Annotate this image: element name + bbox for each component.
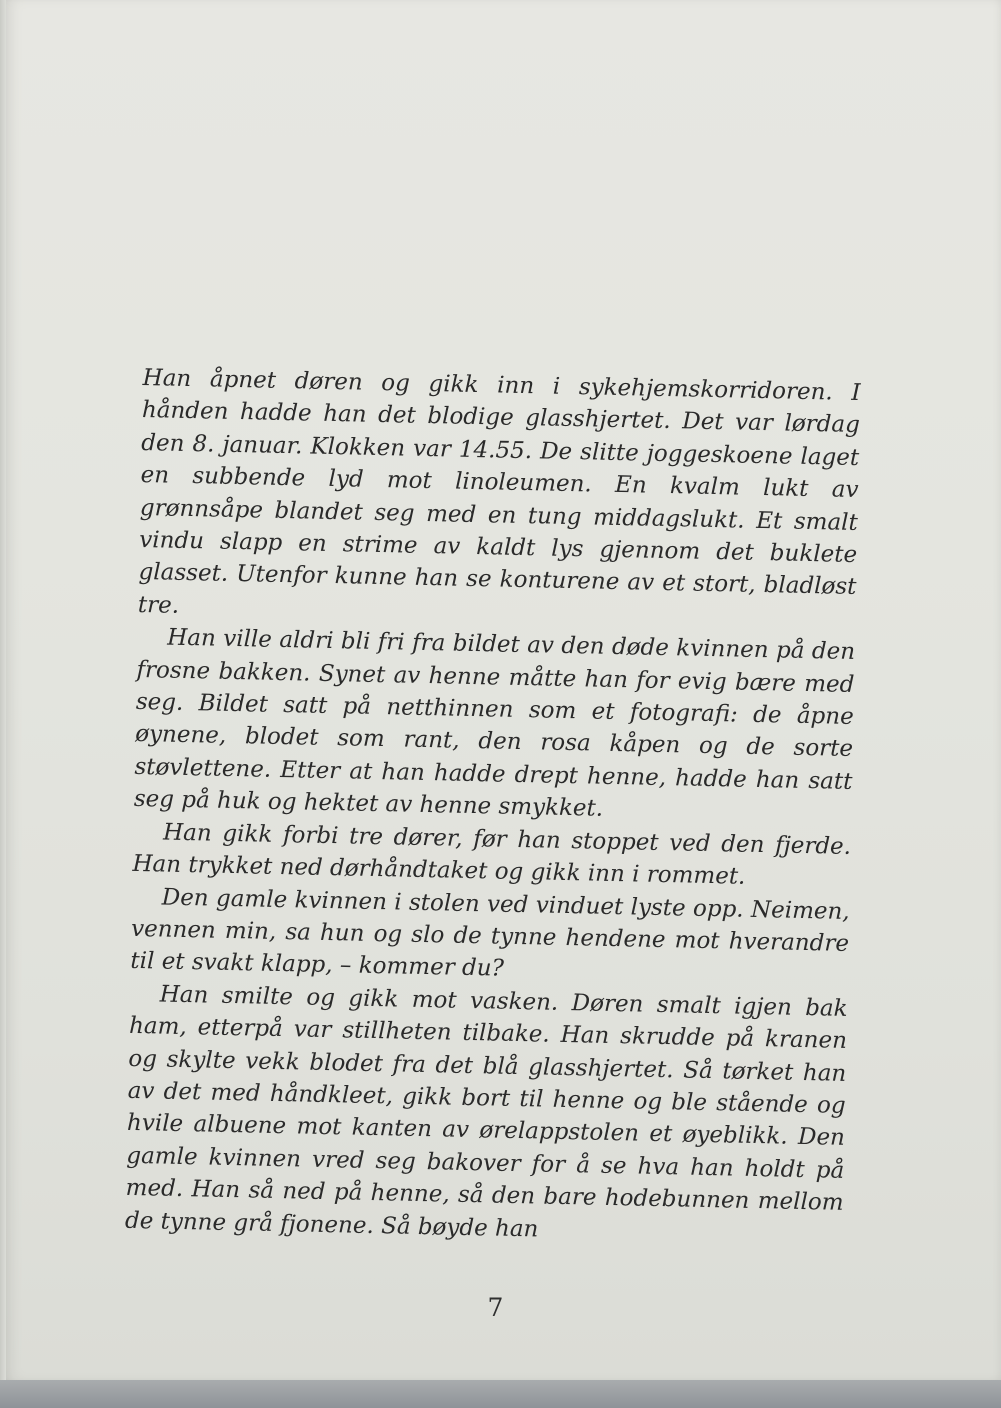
paragraph-1: Han åpnet døren og gikk inn i sykehjemskorridoren. I hånden hadde han det blodige glasshjertet. Det var lørdag den 8. januar. Klokken var 14.55. De slitte joggeskoene laget en subbende lyd mot linoleumen. En kvalm lukt av grønnsåpe blandet seg med en tung middagslukt. Et smalt vindu slapp en strime av kaldt lys gjennom det buklete glasset. Utenfor kunne han se konturene av et stort, bladløst tre. (137, 364, 861, 619)
background-surface (0, 1380, 1001, 1408)
paragraph-4: Den gamle kvinnen i stolen ved vinduet lyste opp. Neimen, vennen min, sa hun og slo de tynne hendene mot hverandre til et svakt klapp, – kommer du? (130, 884, 850, 983)
page-binding-edge (0, 0, 6, 1380)
page-number-label: 7 (487, 1293, 504, 1322)
page-number (0, 1293, 1001, 1322)
paragraph-2: Han ville aldri bli fri fra bildet av den døde kvinnen på den frosne bakken. Synet av henne måtte han for evig bære med seg. Bildet satt på netthinnen som et fotografi: de åpne øynene, blodet som rant, den rosa kåpen og de sorte støvlettene. Etter at han hadde drept henne, hadde han satt seg på huk og hektet av henne smykket. (133, 624, 856, 823)
paragraph-3: Han gikk forbi tre dører, før han stoppet ved den fjerde. Han trykket ned dørhåndtaket og gikk inn i rommet. (132, 819, 852, 890)
paragraph-5: Han smilte og gikk mot vasken. Døren smalt igjen bak ham, etterpå var stillheten tilbake. Han skrudde på kranen og skylte vekk blodet fra det blå glasshjertet. Så tørket han av det med håndkleet, gikk bort til henne og ble stående og hvile albuene mot kanten av ørelappstolen et øyeblikk. Den gamle kvinnen vred seg bakover for å se hva han holdt på med. Han så ned på henne, så den bare hodebunnen mellom de tynne grå fjonene. Så bøyde han (124, 981, 848, 1243)
body-text (125, 362, 861, 1252)
